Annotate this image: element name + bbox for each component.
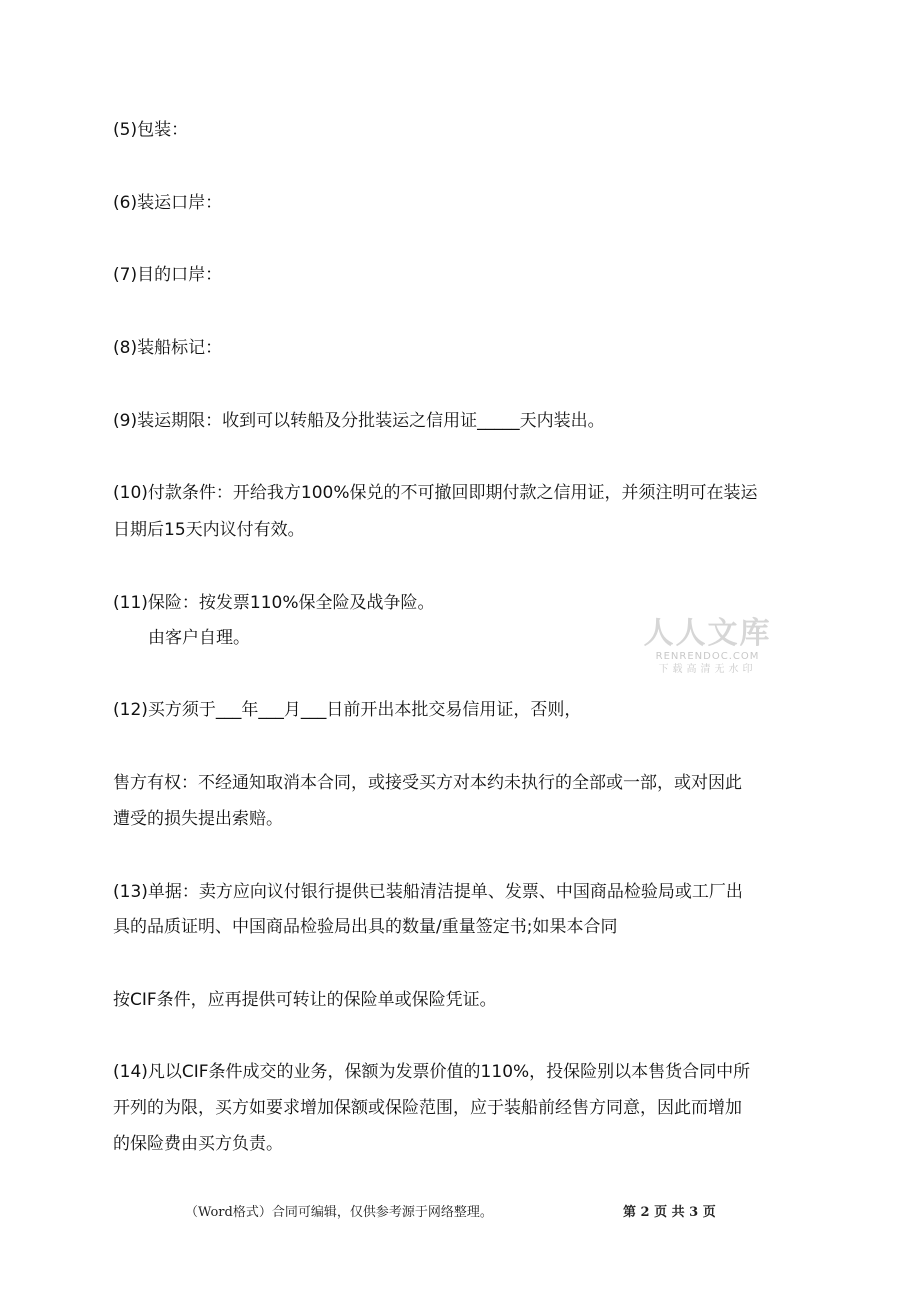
watermark-slogan: 下载高清无水印 [658, 664, 757, 675]
clause-9-shipment-period: (9)装运期限：收到可以转船及分批装运之信用证_____天内装出。 [113, 411, 605, 431]
clause-12-seller-rights-line-1: 售方有权：不经通知取消本合同，或接受买方对本约未执行的全部或一部，或对因此 [113, 773, 742, 793]
clause-12-buyer-lc: (12)买方须于___年___月___日前开出本批交易信用证，否则， [113, 700, 582, 720]
page-number: 第 2 页 共 3 页 [623, 1205, 716, 1220]
clause-13-documents-line-3: 按CIF条件，应再提供可转让的保险单或保险凭证。 [113, 990, 497, 1010]
watermark [640, 617, 775, 676]
clause-14-cif-line-2: 开列的为限，买方如要求增加保额或保险范围，应于装船前经售方同意，因此而增加 [113, 1098, 742, 1118]
watermark-domain: RENRENDOC.COM [655, 651, 760, 662]
footer-note: （Word格式）合同可编辑，仅供参考源于网络整理。 [185, 1205, 493, 1220]
clause-7-destination-port: (7)目的口岸： [113, 265, 223, 285]
clause-11-insurance: (11)保险：按发票110%保全险及战争险。 [113, 593, 435, 613]
clause-5-packing: (5)包装： [113, 120, 189, 140]
clause-14-cif-line-1: (14)凡以CIF条件成交的业务，保额为发票价值的110%，投保险别以本售货合同中所 [113, 1062, 751, 1082]
clause-12-seller-rights-line-2: 遭受的损失提出索赔。 [113, 809, 283, 829]
clause-10-payment-line-1: (10)付款条件：开给我方100%保兑的不可撤回即期付款之信用证，并须注明可在装运 [113, 483, 758, 503]
clause-10-payment-line-2: 日期后15天内议付有效。 [113, 520, 305, 540]
clause-13-documents-line-2: 具的品质证明、中国商品检验局出具的数量/重量签定书;如果本合同 [113, 917, 618, 937]
clause-13-documents-line-1: (13)单据：卖方应向议付银行提供已装船清洁提单、发票、中国商品检验局或工厂出 [113, 882, 743, 902]
clause-6-loading-port: (6)装运口岸： [113, 193, 223, 213]
watermark-title: 人人文库 [643, 616, 772, 651]
clause-11-insurance-note: 由客户自理。 [148, 628, 250, 648]
clause-14-cif-line-3: 的保险费由买方负责。 [113, 1134, 283, 1154]
clause-8-shipping-marks: (8)装船标记： [113, 338, 223, 358]
